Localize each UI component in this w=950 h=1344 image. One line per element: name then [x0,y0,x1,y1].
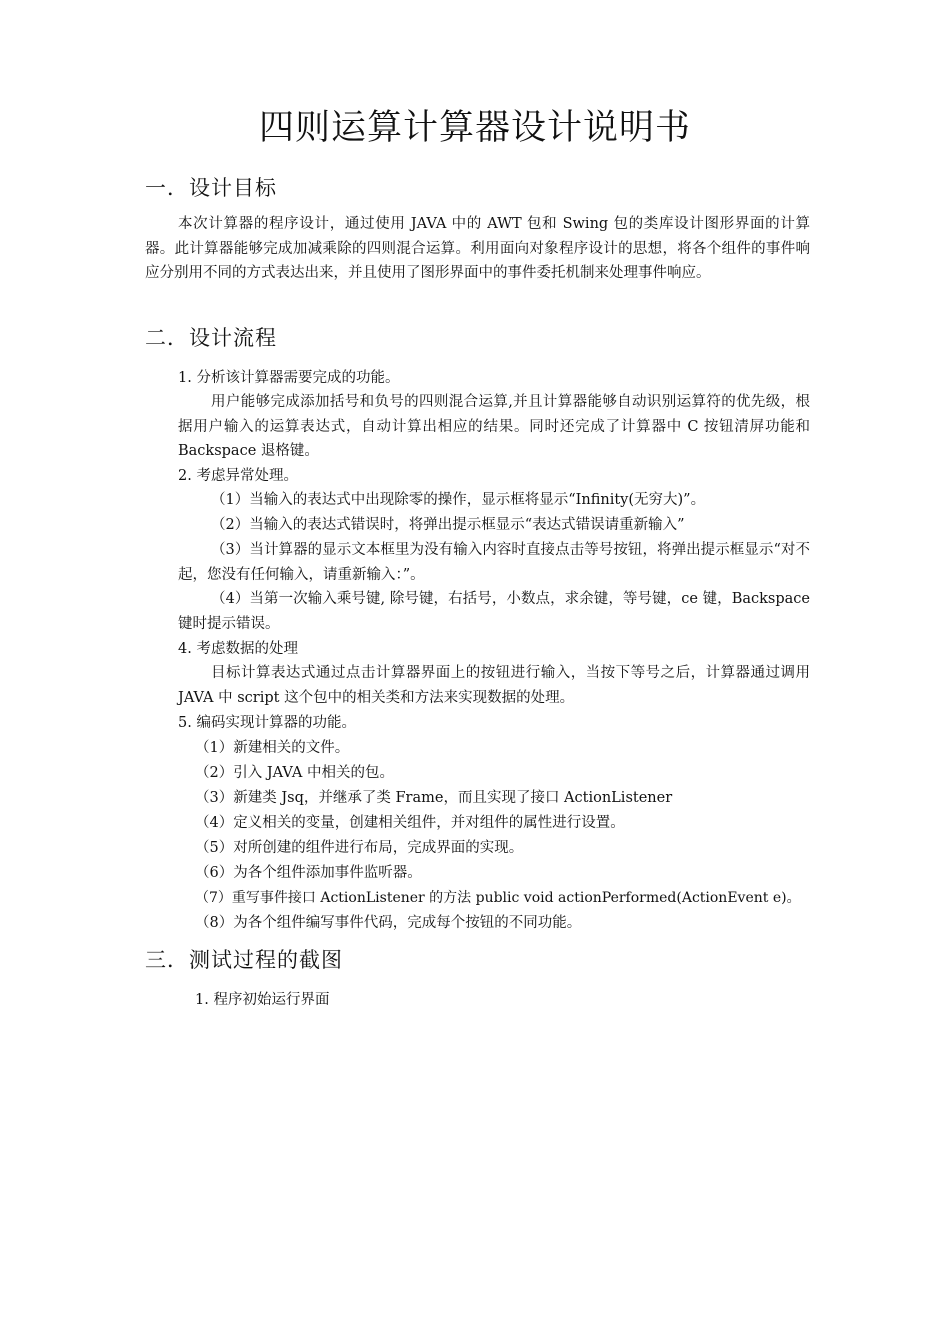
screenshot-item-1: 1. 程序初始运行界面 [195,992,330,1008]
process-item-1-body: 用户能够完成添加括号和负号的四则混合运算,并且计算器能够自动识别运算符的优先级，根据用户输入的运算表达式，自动计算出相应的结果。同时还完成了计算器中 C 按钮清屏功能和 Backspace 退格键。 [178,394,810,459]
step-7: （7）重写事件接口 ActionListener 的方法 public void actionPerformed(ActionEvent e)。 [195,890,801,906]
step-2: （2）引入 JAVA 中相关的包。 [195,765,394,781]
process-item-5: 5. 编码实现计算器的功能。 [178,715,356,731]
section-heading-screenshots: 三．测试过程的截图 [145,948,343,972]
process-item-1: 1. 分析该计算器需要完成的功能。 [178,370,400,386]
process-item-2: 2. 考虑异常处理。 [178,468,298,484]
step-6: （6）为各个组件添加事件监听器。 [195,865,422,881]
step-4: （4）定义相关的变量，创建相关组件，并对组件的属性进行设置。 [195,815,625,831]
step-1: （1）新建相关的文件。 [195,740,350,756]
process-item-4-body: 目标计算表达式通过点击计算器界面上的按钮进行输入，当按下等号之后，计算器通过调用 JAVA 中 script 这个包中的相关类和方法来实现数据的处理。 [178,665,810,706]
exception-3: （3）当计算器的显示文本框里为没有输入内容时直接点击等号按钮，将弹出提示框显示“对不起，您没有任何输入，请重新输入：”。 [178,542,810,583]
document-title: 四则运算计算器设计说明书 [258,108,691,148]
section-heading-goals: 一．设计目标 [145,176,277,200]
step-5: （5）对所创建的组件进行布局，完成界面的实现。 [195,840,524,856]
section-heading-process: 二．设计流程 [145,326,277,350]
exception-4: （4）当第一次输入乘号键, 除号键，右括号，小数点，求余键，等号键，ce 键，Backspace 键时提示错误。 [178,591,810,632]
exception-1: （1）当输入的表达式中出现除零的操作，显示框将显示“Infinity(无穷大)”。 [211,492,706,508]
exception-2: （2）当输入的表达式错误时，将弹出提示框显示“表达式错误请重新输入” [211,517,685,533]
step-3: （3）新建类 Jsq，并继承了类 Frame，而且实现了接口 ActionListener [195,790,673,806]
goals-paragraph: 本次计算器的程序设计，通过使用 JAVA 中的 AWT 包和 Swing 包的类库设计图形界面的计算器。此计算器能够完成加减乘除的四则混合运算。利用面向对象程序设计的思想，将各个组件的事件响应分别用不同的方式表达出来，并且使用了图形界面中的事件委托机制来处理事件响应。 [145,216,810,281]
process-item-4: 4. 考虑数据的处理 [178,641,298,657]
step-8: （8）为各个组件编写事件代码，完成每个按钮的不同功能。 [195,915,582,931]
